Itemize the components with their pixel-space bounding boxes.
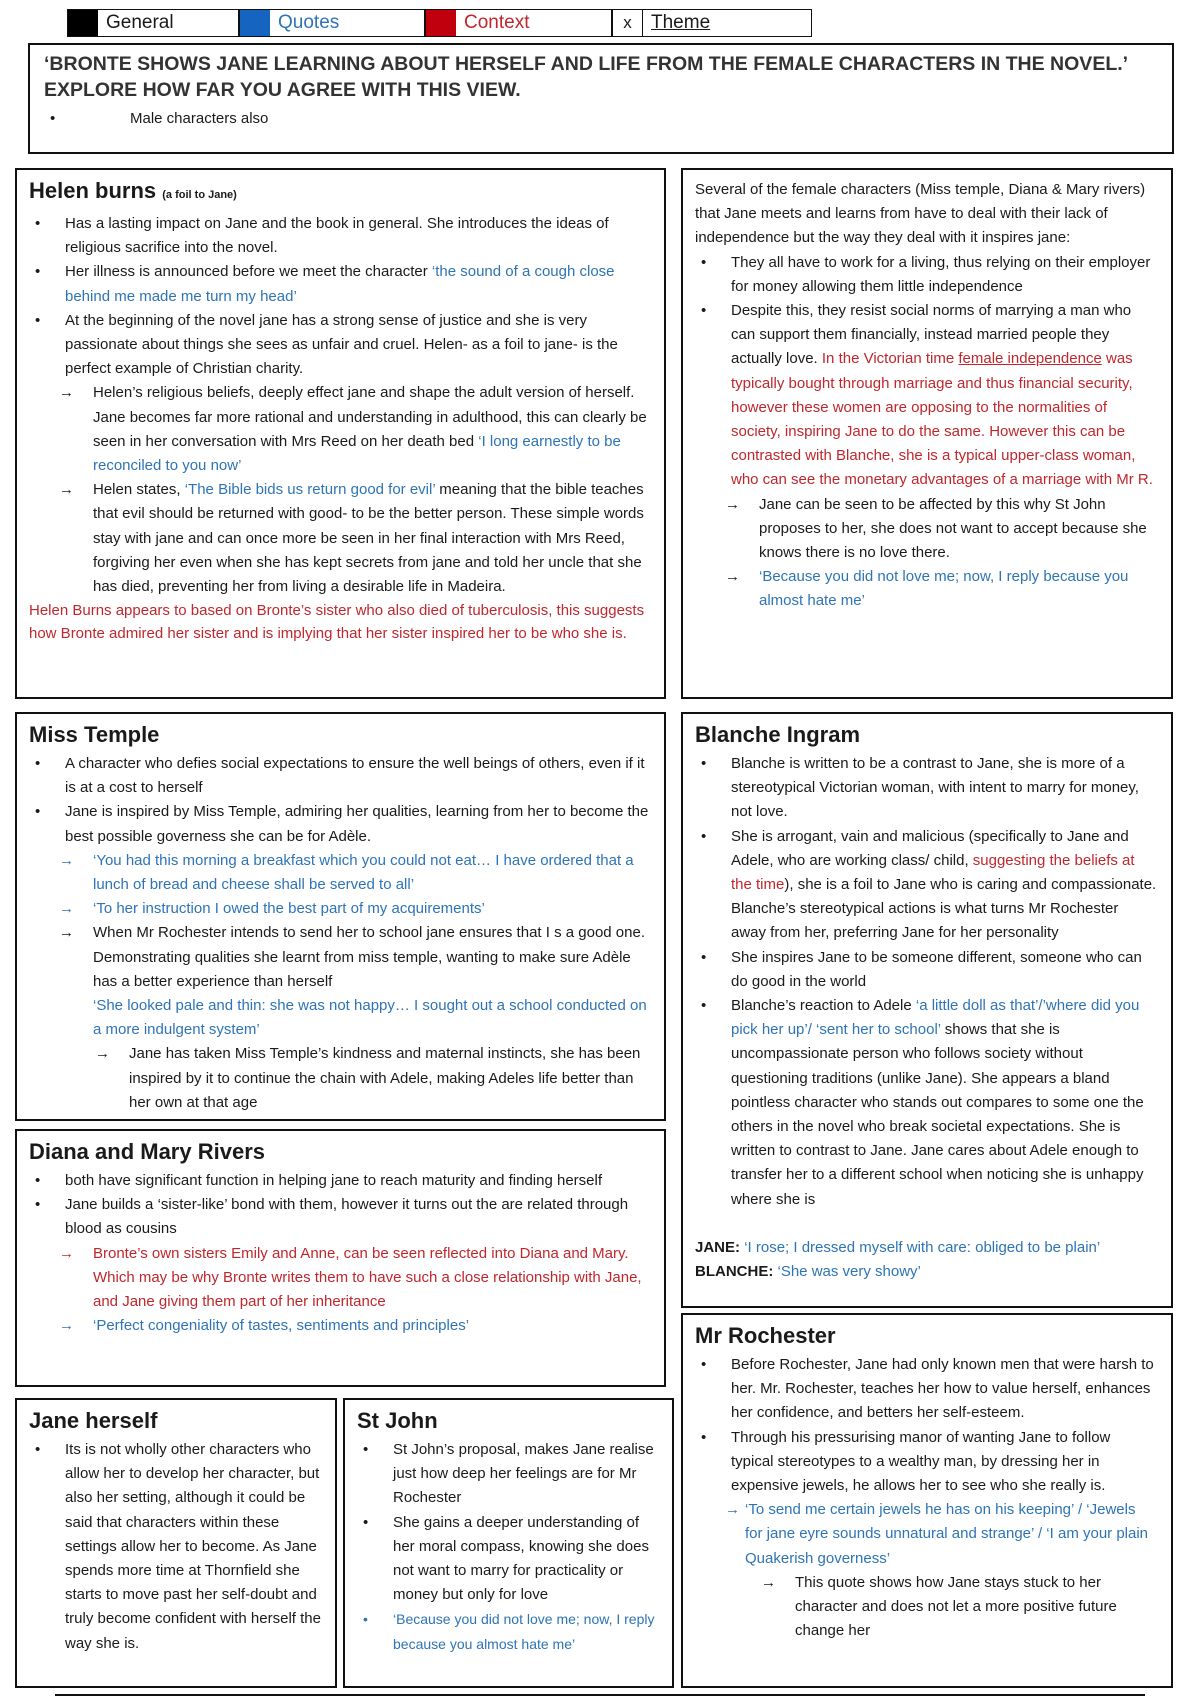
legend-context (425, 9, 612, 37)
legend-quotes (239, 9, 425, 37)
list-item: → Jane has taken Miss Temple’s kindness and maternal instincts, she has been inspired by it to continue the chain with Adele, making Adeles life better than her own at that age (29, 1042, 650, 1115)
list-item: • ‘Because you did not love me; now, I reply because you almost hate me’ (357, 1607, 658, 1655)
list-item: • At the beginning of the novel jane has a strong sense of justice and she is very passionate about things she sees as unfair and cruel. Helen- as a foil to jane- is the perfect example of Christian charity. (29, 309, 650, 382)
section-diana-mary-rivers (15, 1129, 666, 1387)
list-item: → ‘Perfect congeniality of tastes, sentiments and principles’ (29, 1314, 650, 1338)
list-item: • She inspires Jane to be someone different, someone who can do good in the world (695, 946, 1157, 994)
section-title: Jane herself (29, 1408, 158, 1433)
list-item: • Blanche’s reaction to Adele ‘a little doll as that’/’where did you pick her up’/ ‘sent her to school’ shows that she is uncompassionate person who follows society without questioning traditions (unlike Jane). She appears a bland pointless character who stands out compares to some one the others in the novel who break societal expectations. She is written to contrast to Jane. Jane cares about Adele enough to transfer her to a different school when noticing she is unhappy where she is (695, 994, 1157, 1212)
list-item: • both have significant function in helping jane to reach maturity and finding herself (29, 1169, 650, 1193)
section-title: Helen burns (a foil to Jane) (29, 178, 237, 203)
legend-context-label: Context (464, 12, 530, 33)
list-item: • They all have to work for a living, thus relying on their employer for money allowing them little independence (695, 251, 1157, 299)
section-st-john (343, 1398, 674, 1688)
list-item: → Helen’s religious beliefs, deeply effect jane and shape the adult version of herself. Jane becomes far more rational and understanding in adulthood, this can clearly be seen in her conversation with Mrs Reed on her death bed ‘I long earnestly to be reconciled to you now’ (29, 381, 650, 478)
list-item: • Before Rochester, Jane had only known men that were harsh to her. Mr. Rochester, teaches her how to value herself, enhances her confidence, and betters her self-esteem. (695, 1353, 1157, 1426)
section-title: St John (357, 1408, 438, 1433)
section-miss-temple (15, 712, 666, 1121)
legend-bar (67, 9, 812, 37)
section-female-independence (681, 168, 1173, 699)
quote: ‘She looked pale and thin: she was not happy… I sought out a school conducted on a more indulgent system’ (93, 997, 647, 1039)
legend-quotes-swatch (240, 10, 270, 36)
intro-text: Several of the female characters (Miss temple, Diana & Mary rivers) that Jane meets and learns from have to deal with their lack of independence but the way they deal with it inspires jane: (695, 181, 1146, 247)
list-item: • She gains a deeper understanding of her moral compass, knowing she does not want to marry for practicality or money but only for love (357, 1511, 658, 1608)
legend-general-swatch (68, 10, 98, 36)
list-item: • Despite this, they resist social norms of marrying a man who can support them financially, instead married people they actually love. In the Victorian time female independence was typically bought through marriage and thus financial security, however these women are opposing to the normalities of society, inspiring Jane to do the same. However this can be contrasted with Blanche, she is a typical upper-class woman, who can see the monetary advantages of a marriage with Mr R. (695, 299, 1157, 493)
list-item: • A character who defies social expectations to ensure the well beings of others, even if it is at a cost to herself (29, 752, 650, 800)
list-item: → Helen states, ‘The Bible bids us return good for evil’ meaning that the bible teaches that evil should be returned with good- to be the better person. These simple words stay with jane and can once more be seen in her final interaction with Mrs Reed, forgiving her even when she has kept secrets from jane and told her uncle that she has died, preventing her from living a desirable life in Madeira. (29, 478, 650, 599)
legend-general (67, 9, 239, 37)
list-item: • Blanche is written to be a contrast to Jane, she is more of a stereotypical Victorian woman, with intent to marry for money, not love. (695, 752, 1157, 825)
list-item: → Jane can be seen to be affected by this why St John proposes to her, she does not want to accept because she knows there is no love there. (695, 493, 1157, 566)
list-item: → When Mr Rochester intends to send her to school jane ensures that I s a good one. Demonstrating qualities she learnt from miss temple, wanting to make sure Adèle has a better experience than herself (29, 921, 650, 994)
list-item: → ‘You had this morning a breakfast which you could not eat… I have ordered that a lunch of bread and cheese shall be served to all’ (29, 849, 650, 897)
list-item: • Has a lasting impact on Jane and the book in general. She introduces the ideas of religious sacrifice into the novel. (29, 212, 650, 260)
list-item: • She is arrogant, vain and malicious (specifically to Jane and Adele, who are working class/ child, suggesting the beliefs at the time), she is a foil to Jane who is caring and compassionate. Blanche’s stereotypical actions is what turns Mr Rochester away from her, preferring Jane for her personality (695, 825, 1157, 946)
list-item: → ‘To her instruction I owed the best part of my acquirements’ (29, 897, 650, 921)
section-jane-herself (15, 1398, 337, 1688)
section-title: Blanche Ingram (695, 722, 861, 747)
section-mr-rochester (681, 1313, 1173, 1688)
legend-general-label: General (106, 12, 174, 33)
list-item: • Jane is inspired by Miss Temple, admiring her qualities, learning from her to become the best possible governess she can be for Adèle. (29, 800, 650, 848)
section-title: Diana and Mary Rivers (29, 1139, 265, 1164)
list-item: → ‘To send me certain jewels he has on his keeping’ / ‘Jewels for jane eyre sounds unnatural and strange’ / ‘I am your plain Quakerish governess’ (695, 1498, 1157, 1571)
question-text: ‘BRONTE SHOWS JANE LEARNING ABOUT HERSELF AND LIFE FROM THE FEMALE CHARACTERS IN THE NOVEL.’ EXPLORE HOW FAR YOU AGREE WITH THIS VIEW. (44, 53, 1127, 101)
section-title: Miss Temple (29, 722, 160, 747)
section-blanche-ingram (681, 712, 1173, 1308)
legend-quotes-label: Quotes (278, 12, 340, 33)
legend-theme-marker: x (613, 10, 643, 36)
section-helen-burns (15, 168, 666, 699)
list-item: • St John’s proposal, makes Jane realise just how deep her feelings are for Mr Rochester (357, 1438, 658, 1511)
legend-context-swatch (426, 10, 456, 36)
section-title: Mr Rochester (695, 1323, 836, 1348)
list-item: • Its is not wholly other characters who allow her to develop her character, but also her setting, although it could be said that characters within these settings allow her to become. As Jane spends more time at Thornfield she starts to move past her self-doubt and truly become confident with herself the way she is. (29, 1438, 321, 1656)
question-bullet: • Male characters also (44, 107, 1158, 131)
context-note: Helen Burns appears to based on Bronte’s sister who also died of tuberculosis, this suggests how Bronte admired her sister and is implying that her sister inspired her to be who she is. (29, 602, 645, 643)
blanche-quote-line: BLANCHE: ‘She was very showy’ (695, 1263, 921, 1281)
bottom-divider (55, 1694, 1145, 1696)
question-box (28, 43, 1174, 154)
list-item: → Bronte’s own sisters Emily and Anne, can be seen reflected into Diana and Mary. Which may be why Bronte writes them to have such a close relationship with Jane, and Jane giving them part of her inheritance (29, 1242, 650, 1315)
list-item: → This quote shows how Jane stays stuck to her character and does not let a more positive future change her (695, 1571, 1157, 1644)
list-item: • Through his pressurising manor of wanting Jane to follow typical stereotypes to a wealthy man, by dressing her in expensive jewels, he allows her to see who she really is. (695, 1426, 1157, 1499)
legend-theme-label: Theme (651, 12, 711, 33)
list-item: • Her illness is announced before we meet the character ‘the sound of a cough close behind me made me turn my head’ (29, 260, 650, 308)
list-item: → ‘Because you did not love me; now, I reply because you almost hate me’ (695, 565, 1157, 613)
jane-quote-line: JANE: ‘I rose; I dressed myself with care: obliged to be plain’ (695, 1238, 1101, 1256)
legend-theme (612, 9, 812, 37)
list-item: • Jane builds a ‘sister-like’ bond with them, however it turns out the are related through blood as cousins (29, 1193, 650, 1241)
